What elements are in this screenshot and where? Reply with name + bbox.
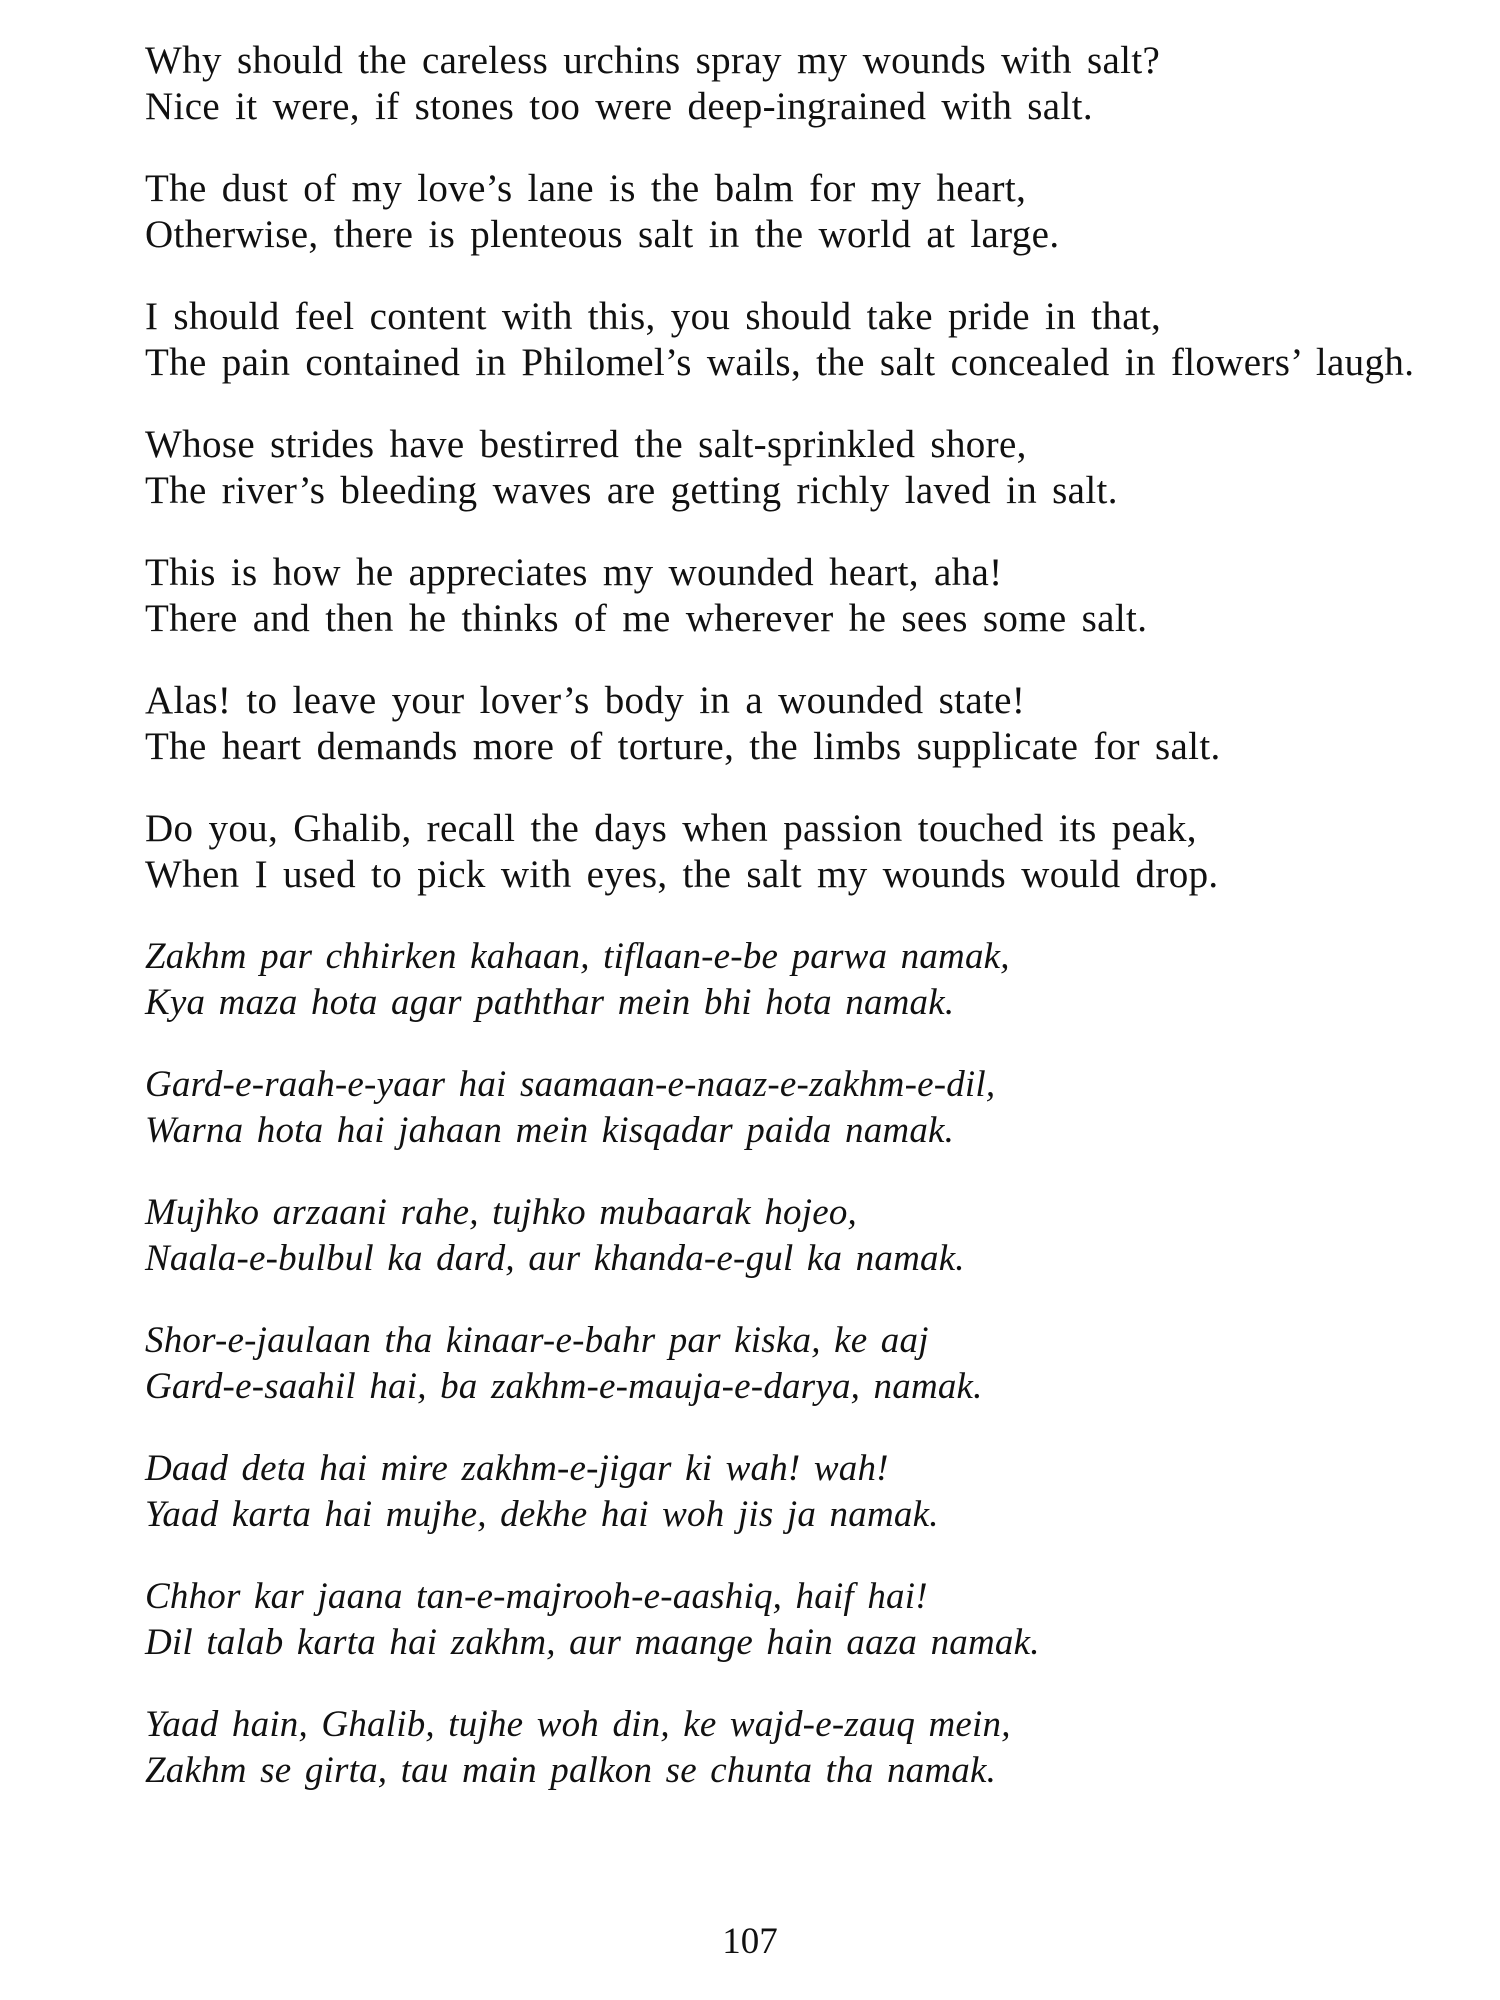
poem-page: [145, 38, 1415, 1830]
translation-stanza-5: [145, 550, 1395, 642]
verse-line: Gard-e-raah-e-yaar hai saamaan-e-naaz-e-zakhm-e-dil,: [145, 1064, 996, 1105]
verse-line: Alas! to leave your lover’s body in a wounded state!: [145, 679, 1026, 722]
translation-stanza-4: [145, 422, 1395, 514]
transliteration-stanza-1: [145, 934, 1395, 1026]
verse-line: Whose strides have bestirred the salt-sprinkled shore,: [145, 423, 1027, 466]
translation-stanza-2: [145, 166, 1395, 258]
verse-line: The pain contained in Philomel’s wails, the salt concealed in flowers’ laugh.: [145, 341, 1415, 384]
verse-line: Otherwise, there is plenteous salt in the world at large.: [145, 213, 1060, 256]
verse-line: Zakhm se girta, tau main palkon se chunta tha namak.: [145, 1750, 997, 1791]
verse-line: Mujhko arzaani rahe, tujhko mubaarak hojeo,: [145, 1192, 857, 1233]
verse-line: Gard-e-saahil hai, ba zakhm-e-mauja-e-darya, namak.: [145, 1366, 983, 1407]
verse-line: Yaad hain, Ghalib, tujhe woh din, ke wajd-e-zauq mein,: [145, 1704, 1011, 1745]
transliteration-stanza-5: [145, 1446, 1395, 1538]
transliteration-stanza-4: [145, 1318, 1395, 1410]
translation-stanza-3: [145, 294, 1415, 386]
urdu-transliteration: [145, 934, 1395, 1794]
verse-line: Nice it were, if stones too were deep-ingrained with salt.: [145, 85, 1093, 128]
translation-stanza-7: [145, 806, 1395, 898]
transliteration-stanza-7: [145, 1702, 1395, 1794]
verse-line: This is how he appreciates my wounded heart, aha!: [145, 551, 1003, 594]
verse-line: Chhor kar jaana tan-e-majrooh-e-aashiq, haif hai!: [145, 1576, 928, 1617]
verse-line: Do you, Ghalib, recall the days when passion touched its peak,: [145, 807, 1197, 850]
verse-line: When I used to pick with eyes, the salt my wounds would drop.: [145, 853, 1219, 896]
verse-line: I should feel content with this, you should take pride in that,: [145, 295, 1162, 338]
english-translation: [145, 38, 1415, 898]
verse-line: The dust of my love’s lane is the balm for my heart,: [145, 167, 1027, 210]
verse-line: Zakhm par chhirken kahaan, tiflaan-e-be parwa namak,: [145, 936, 1010, 977]
verse-line: The river’s bleeding waves are getting richly laved in salt.: [145, 469, 1118, 512]
verse-line: Yaad karta hai mujhe, dekhe hai woh jis ja namak.: [145, 1494, 939, 1535]
transliteration-stanza-2: [145, 1062, 1395, 1154]
translation-stanza-6: [145, 678, 1395, 770]
translation-stanza-1: [145, 38, 1395, 130]
transliteration-stanza-3: [145, 1190, 1395, 1282]
verse-line: Shor-e-jaulaan tha kinaar-e-bahr par kiska, ke aaj: [145, 1320, 929, 1361]
verse-line: Why should the careless urchins spray my wounds with salt?: [145, 39, 1161, 82]
verse-line: Daad deta hai mire zakhm-e-jigar ki wah! wah!: [145, 1448, 889, 1489]
transliteration-stanza-6: [145, 1574, 1395, 1666]
verse-line: The heart demands more of torture, the limbs supplicate for salt.: [145, 725, 1221, 768]
verse-line: Warna hota hai jahaan mein kisqadar paida namak.: [145, 1110, 955, 1151]
verse-line: Dil talab karta hai zakhm, aur maange hain aaza namak.: [145, 1622, 1040, 1663]
verse-line: There and then he thinks of me wherever he sees some salt.: [145, 597, 1148, 640]
verse-line: Kya maza hota agar paththar mein bhi hota namak.: [145, 982, 955, 1023]
page-number: 107: [722, 1921, 778, 1962]
verse-line: Naala-e-bulbul ka dard, aur khanda-e-gul ka namak.: [145, 1238, 965, 1279]
